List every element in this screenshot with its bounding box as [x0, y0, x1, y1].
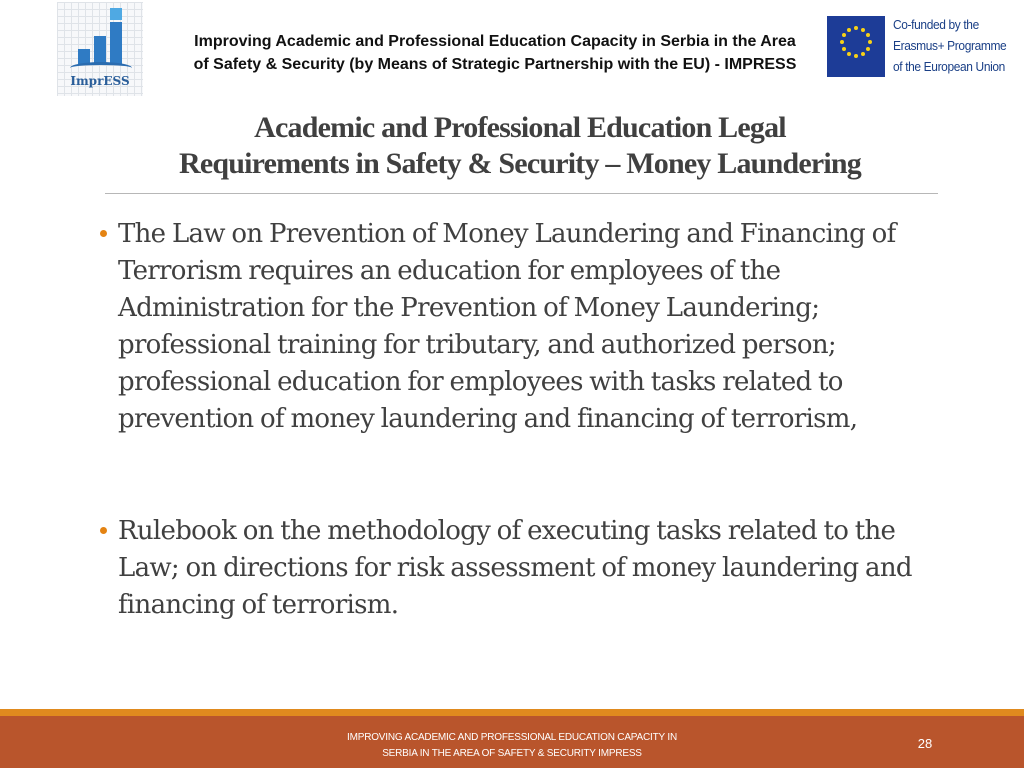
eu-flag-icon — [827, 16, 885, 77]
slide-title-line1: Academic and Professional Education Legal — [254, 111, 786, 144]
bullet-item — [97, 216, 947, 438]
footer-text-line1: IMPROVING ACADEMIC AND PROFESSIONAL EDUCATION CAPACITY IN — [347, 732, 677, 743]
slide-title-line2: Requirements in Safety & Security – Money Laundering — [179, 147, 861, 180]
title-divider — [105, 193, 938, 194]
bullet-text: The Law on Prevention of Money Laundering and Financing of Terrorism requires an education for employees of the Administration for the Prevention of Money Laundering; professional training for tributary, and authorized person; professional education for employees with tasks related to prevention of money laundering and financing of terrorism, — [118, 219, 896, 434]
logo-bar-cap-icon — [110, 8, 122, 20]
bullet-dot-icon — [100, 230, 107, 237]
eu-cofunded-logo — [827, 14, 1022, 80]
eu-text-line3: of the European Union — [893, 59, 1005, 74]
logo-arc-icon — [70, 62, 132, 74]
bullet-text: Rulebook on the methodology of executing tasks related to the Law; on directions for risk assessment of money laundering and financing of terrorism. — [118, 516, 912, 620]
bullet-dot-icon — [100, 527, 107, 534]
bullet-item — [97, 513, 947, 624]
eu-cofunded-text — [893, 14, 1013, 77]
bullet-list — [97, 216, 947, 624]
project-title: Improving Academic and Professional Education Capacity in Serbia in the Area of Safety & Security (by Means of Strategic Partnership with the EU) - IMPRESS — [193, 33, 797, 73]
footer-text-line2: SERBIA IN THE AREA OF SAFETY & SECURITY IMPRESS — [382, 748, 642, 759]
logo-bar-icon — [110, 22, 122, 65]
logo-text: ImprESS — [70, 74, 130, 88]
eu-text-line1: Co-funded by the — [893, 17, 979, 32]
footer-text — [300, 730, 724, 762]
logo-bar-icon — [94, 36, 106, 65]
eu-text-line2: Erasmus+ Programme — [893, 38, 1007, 53]
impress-logo — [57, 2, 143, 96]
footer-accent-stripe — [0, 709, 1024, 716]
slide-title — [90, 110, 950, 182]
page-number: 28 — [917, 736, 933, 751]
